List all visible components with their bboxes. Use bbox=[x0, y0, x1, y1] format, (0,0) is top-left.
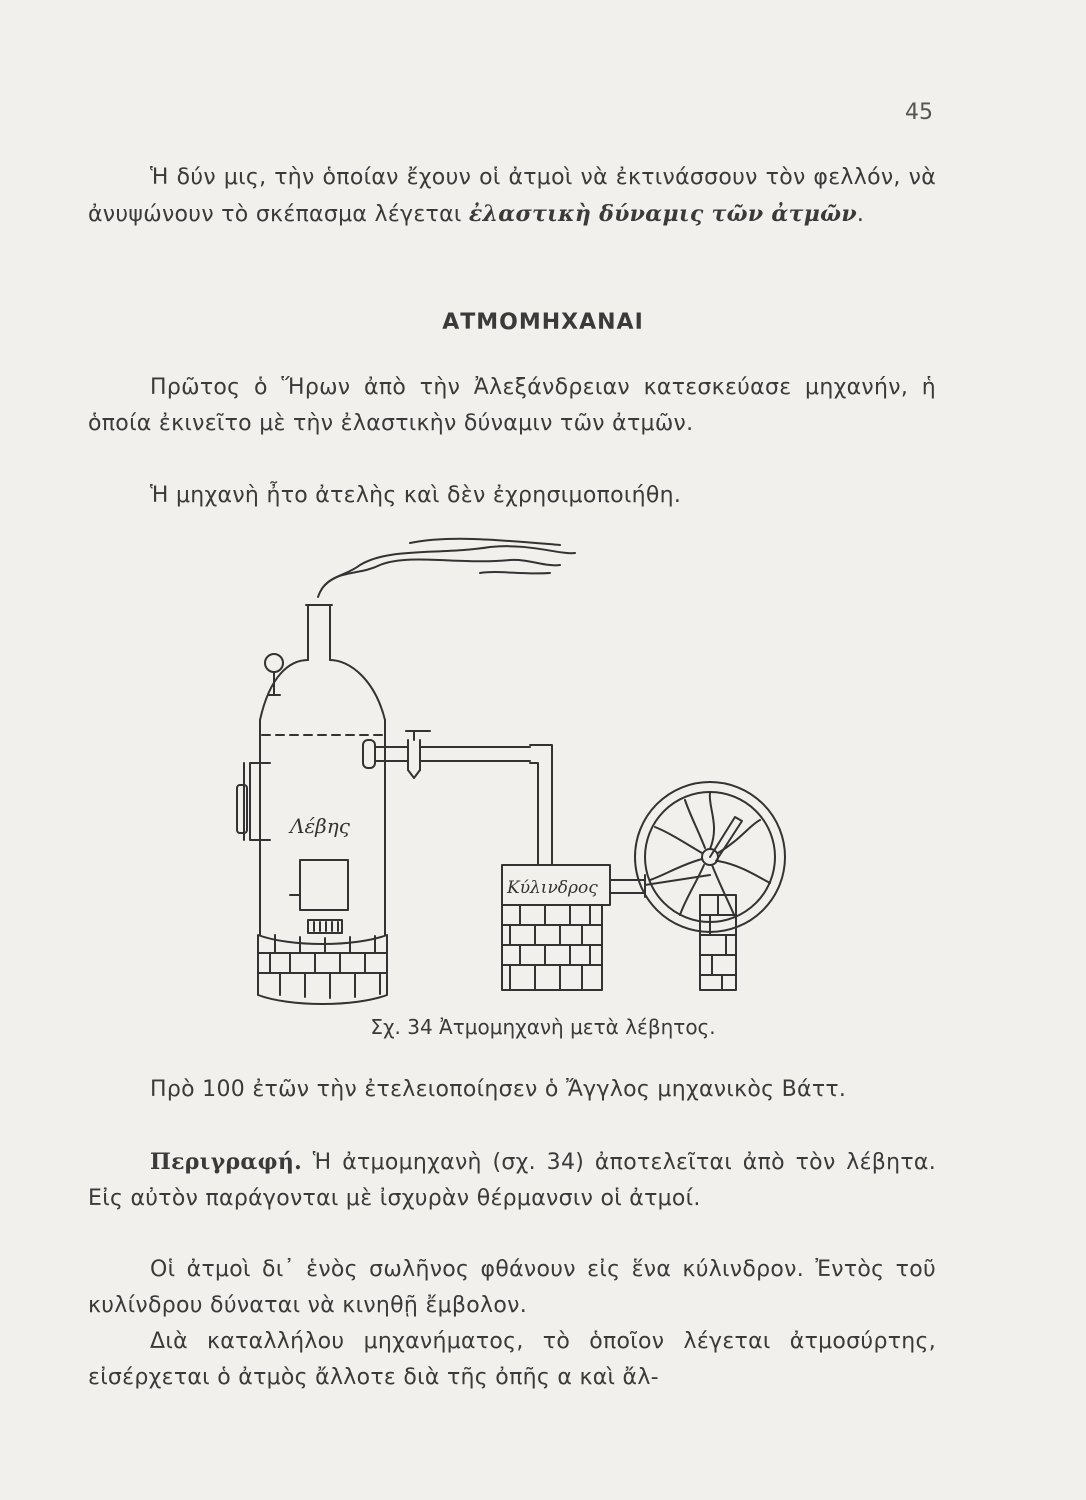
paragraph-imperfect: Ἡ μηχανὴ ἦτο ἀτελὴς καὶ δὲν ἐχρησιμοποιήθη. bbox=[150, 483, 682, 508]
paragraph-elastic-force bbox=[88, 160, 936, 233]
steam-pipe bbox=[420, 747, 530, 761]
figure-caption: Σχ. 34 Ἀτμομηχανὴ μετὰ λέβητος. bbox=[370, 1015, 716, 1039]
pressure-gauge bbox=[265, 654, 283, 672]
paragraph-heron: Πρῶτος ὁ Ἥρων ἀπὸ τὴν Ἀλεξάνδρειαν κατεσκεύασε μηχανήν, ἡ ὁποία ἐκινεῖτο μὲ τὴν ἐλαστικὴν δύναμιν τῶν ἀτμῶν. bbox=[88, 375, 936, 436]
cylinder-label: Κύλινδρος bbox=[507, 878, 598, 898]
steam-engine-illustration bbox=[230, 535, 820, 1010]
paragraph-watt: Πρὸ 100 ἐτῶν τὴν ἐτελειοποίησεν ὁ Ἄγγλος μηχανικὸς Βάττ. bbox=[150, 1077, 847, 1102]
paragraph-cylinder: Οἱ ἀτμοὶ δι᾿ ἑνὸς σωλῆνος φθάνουν εἰς ἕνα κύλινδρον. Ἐντὸς τοῦ κυλίνδρου δύναται νὰ κινηθῇ ἔμβολον. bbox=[88, 1257, 936, 1318]
description-lead: Περιγραφή. bbox=[150, 1149, 303, 1175]
chimney bbox=[308, 605, 330, 660]
steam-engine-figure bbox=[230, 535, 820, 1010]
emphasis-term: ἐλαστικὴ δύναμις τῶν ἀτμῶν bbox=[468, 201, 857, 227]
description-text: Ἡ ἀτμομηχανὴ (σχ. 34) ἀποτελεῖται ἀπὸ τὸν λέβητα. Εἰς αὐτὸν παράγονται μὲ ἰσχυρὰν θέρμανσιν οἱ ἀτμοί. bbox=[88, 1150, 936, 1211]
paragraph-description bbox=[88, 1144, 936, 1217]
paragraph-valve: Διὰ καταλλήλου μηχανήματος, τὸ ὁποῖον λέγεται ἀτμοσύρτης, εἰσέρχεται ὁ ἀτμὸς ἄλλοτε διὰ τῆς ὀπῆς α καὶ ἄλ- bbox=[88, 1329, 936, 1390]
section-heading: ΑΤΜΟΜΗΧΑΝΑΙ bbox=[442, 310, 644, 335]
paragraph-end: . bbox=[856, 202, 865, 227]
boiler-label: Λέβης bbox=[290, 814, 350, 838]
paragraph-text: Ἡ δύν μις, τὴν ὁποίαν ἔχουν οἱ ἀτμοὶ νὰ ἐκτινάσσουν τὸν φελλόν, νὰ ἀνυψώνουν τὸ σκέπασμα λέγεται bbox=[88, 165, 936, 227]
page-number: 45 bbox=[905, 100, 933, 125]
